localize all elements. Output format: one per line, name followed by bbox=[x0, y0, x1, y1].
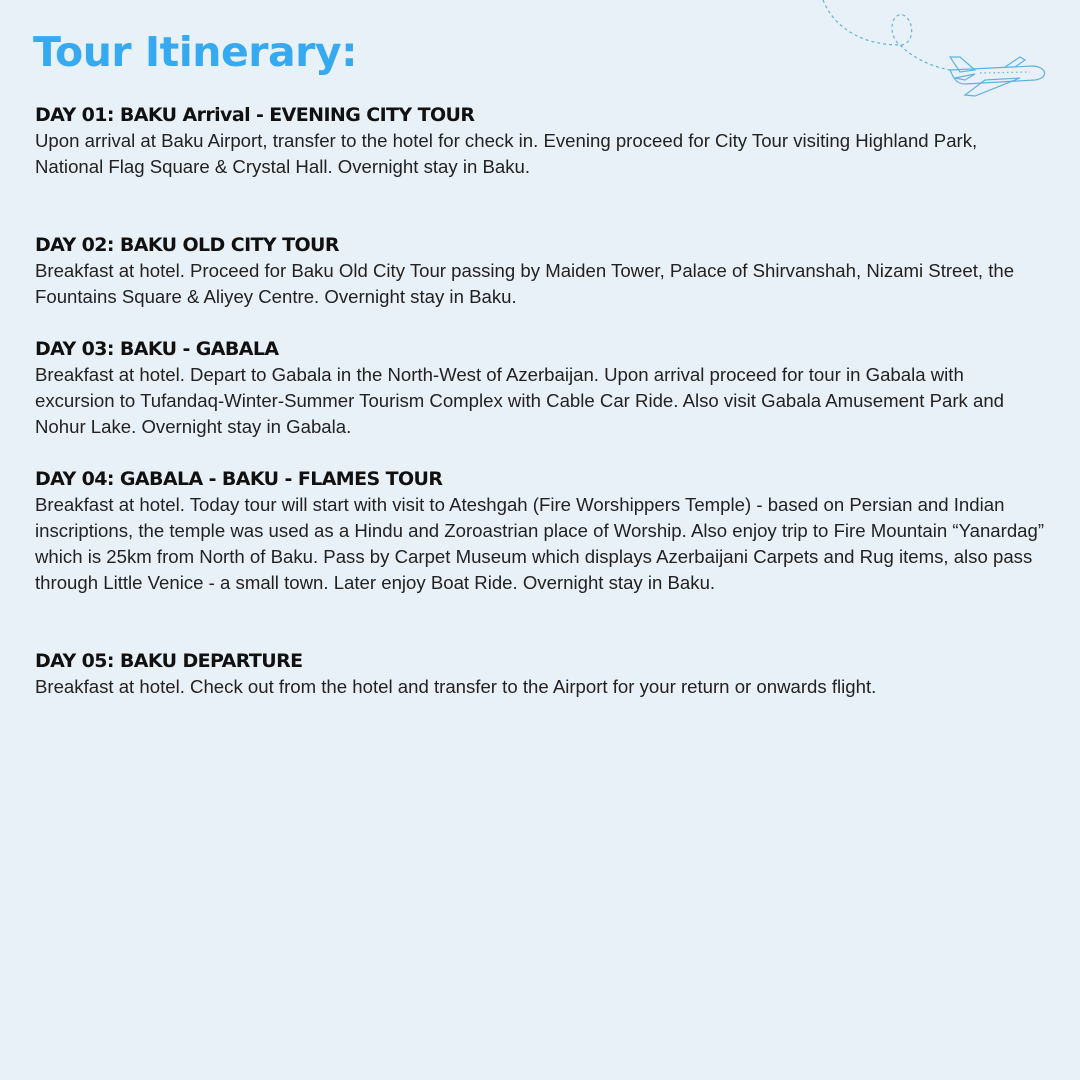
plane-upper-wing bbox=[1005, 57, 1025, 67]
day-03-section bbox=[35, 336, 1045, 440]
day-heading: DAY 01: BAKU Arrival - EVENING CITY TOUR bbox=[35, 104, 475, 126]
day-heading: DAY 05: BAKU DEPARTURE bbox=[35, 650, 303, 672]
plane-windows bbox=[980, 72, 1030, 73]
day-04-section bbox=[35, 466, 1045, 596]
day-heading: DAY 04: GABALA - BAKU - FLAMES TOUR bbox=[35, 468, 443, 490]
day-description: Upon arrival at Baku Airport, transfer to the hotel for check in. Evening proceed for City Tour visiting Highland Park, National Flag Square & Crystal Hall. Overnight stay in Baku. bbox=[35, 130, 978, 177]
day-heading: DAY 03: BAKU - GABALA bbox=[35, 338, 279, 360]
day-05-section bbox=[35, 648, 1045, 700]
flight-path-dashed bbox=[823, 0, 950, 70]
page-title: Tour Itinerary: bbox=[33, 28, 358, 76]
day-description: Breakfast at hotel. Depart to Gabala in the North-West of Azerbaijan. Upon arrival proceed for tour in Gabala with excursion to Tufandaq-Winter-Summer Tourism Complex with Cable Car Ride. Also visit Gabala Amusement Park and Nohur Lake. Overnight stay in Gabala. bbox=[35, 364, 1004, 437]
day-01-section bbox=[35, 102, 1045, 180]
day-description: Breakfast at hotel. Check out from the hotel and transfer to the Airport for your return or onwards flight. bbox=[35, 676, 877, 697]
plane-wing bbox=[965, 78, 1020, 96]
day-description: Breakfast at hotel. Proceed for Baku Old City Tour passing by Maiden Tower, Palace of Shirvanshah, Nizami Street, the Fountains Square & Aliyey Centre. Overnight stay in Baku. bbox=[35, 260, 1015, 307]
day-heading: DAY 02: BAKU OLD CITY TOUR bbox=[35, 234, 339, 256]
day-description: Breakfast at hotel. Today tour will start with visit to Ateshgah (Fire Worshippers Temple) - based on Persian and Indian inscriptions, the temple was used as a Hindu and Zoroastrian place of Worship. Also enjoy trip to Fire Mountain “Yanardag” which is 25km from North of Baku. Pass by Carpet Museum which displays Azerbaijani Carpets and Rug items, also pass through Little Venice - a small town. Later enjoy Boat Ride. Overnight stay in Baku. bbox=[35, 494, 1045, 593]
plane-stabilizer bbox=[955, 74, 975, 80]
airplane-icon bbox=[815, 0, 1055, 105]
day-02-section bbox=[35, 232, 1045, 310]
plane-fuselage bbox=[950, 66, 1045, 84]
